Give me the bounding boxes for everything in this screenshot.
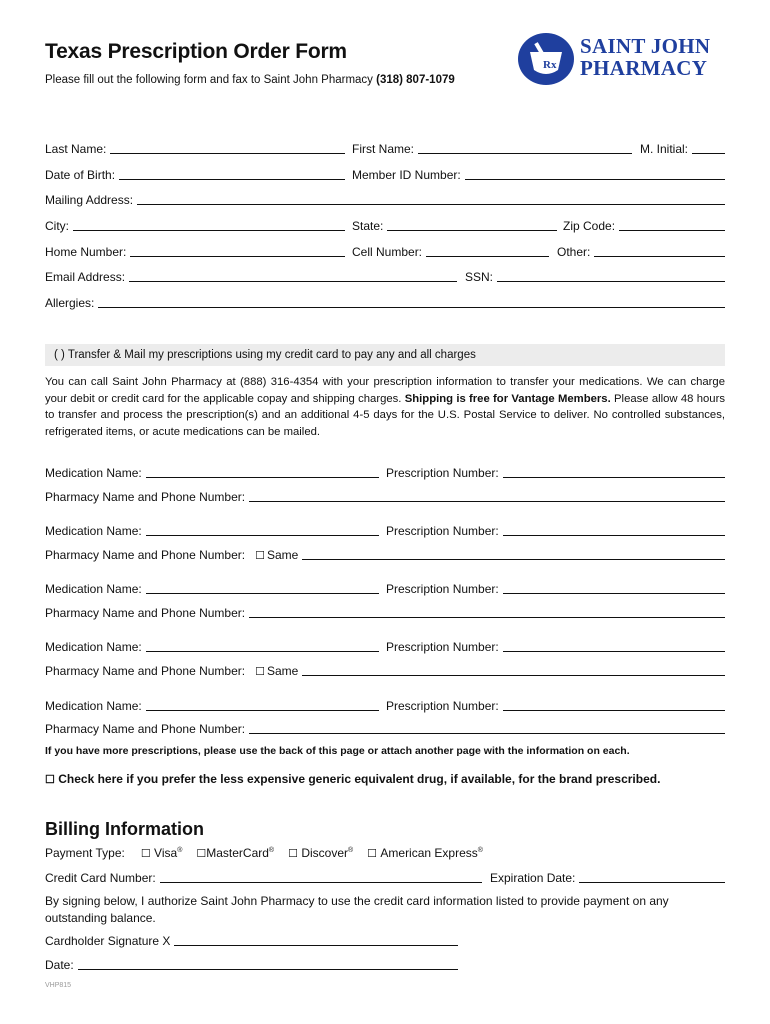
medication-name-label: Medication Name: [45,699,142,713]
pharmacy-name-phone-field[interactable] [45,488,725,504]
registered-mark: ® [477,847,483,854]
medication-name-label: Medication Name: [45,582,142,596]
zip-label: Zip Code: [563,219,616,233]
middle-initial-label: M. Initial: [640,142,689,156]
pharmacy-logo [516,30,736,90]
mailing-address-field[interactable] [45,191,725,207]
generic-preference-option[interactable] [45,772,660,786]
fax-number: (318) 807-1079 [376,74,455,86]
pharmacy-name-phone-field[interactable] [45,546,725,562]
generic-preference-label: Check here if you prefer the less expensive generic equivalent drug, if available, for the brand prescribed. [58,772,661,786]
more-prescriptions-note: If you have more prescriptions, please use the back of this page or attach another page with the information on each. [45,745,630,757]
registered-mark: ® [177,847,183,854]
prescription-number-line[interactable] [503,698,725,711]
allergies-field[interactable] [45,294,725,310]
prescription-number-field[interactable] [386,522,725,538]
credit-card-number-line[interactable] [160,870,482,883]
visa-option[interactable] [141,846,183,860]
signature-field[interactable] [45,932,458,948]
mailing-address-line[interactable] [137,192,725,205]
expiration-date-label: Expiration Date: [490,871,576,885]
middle-initial-line[interactable] [692,141,725,154]
state-label: State: [352,219,384,233]
amex-label: American Express [380,846,478,860]
mastercard-option[interactable] [196,846,274,860]
ssn-field[interactable] [465,268,725,284]
medication-name-field[interactable] [45,522,379,538]
date-label: Date: [45,958,74,972]
same-label: Same [266,664,299,678]
expiration-date-line[interactable] [579,870,725,883]
first-name-field[interactable] [352,140,632,156]
pharmacy-name-phone-line[interactable] [302,663,725,676]
email-line[interactable] [129,269,457,282]
medication-name-field[interactable] [45,580,379,596]
form-code: VHP815 [45,982,72,989]
medication-name-line[interactable] [146,639,379,652]
pharmacy-name-phone-label: Pharmacy Name and Phone Number: [45,548,246,562]
email-field[interactable] [45,268,457,284]
same-label: Same [266,548,299,562]
zip-field[interactable] [563,217,725,233]
form-instructions [45,74,455,86]
cell-number-field[interactable] [352,243,549,259]
payment-type-label: Payment Type: [45,846,125,860]
pharmacy-name-phone-line[interactable] [249,721,725,734]
registered-mark: ® [348,847,354,854]
first-name-label: First Name: [352,142,415,156]
pharmacy-name-phone-label: Pharmacy Name and Phone Number: [45,664,246,678]
dob-field[interactable] [45,166,345,182]
pharmacy-name-phone-label: Pharmacy Name and Phone Number: [45,722,246,736]
visa-checkbox[interactable]: ☐ [140,848,151,860]
mastercard-checkbox[interactable]: ☐ [196,848,207,860]
registered-mark: ® [268,847,275,854]
home-number-label: Home Number: [45,245,127,259]
medication-name-label: Medication Name: [45,466,142,480]
last-name-label: Last Name: [45,142,107,156]
state-line[interactable] [387,218,557,231]
pharmacy-name-phone-field[interactable] [45,662,725,678]
pharmacy-name-phone-line[interactable] [249,605,725,618]
other-number-line[interactable] [594,244,725,257]
other-number-field[interactable] [557,243,725,259]
medication-name-field[interactable] [45,464,379,480]
pharmacy-name-phone-line[interactable] [249,489,725,502]
medication-name-line[interactable] [146,698,379,711]
pharmacy-name-phone-label: Pharmacy Name and Phone Number: [45,490,246,504]
medication-name-line[interactable] [146,523,379,536]
amex-checkbox[interactable]: ☐ [367,848,378,860]
payment-type-row [45,846,483,860]
allergies-label: Allergies: [45,296,95,310]
generic-checkbox[interactable]: ☐ [45,774,55,786]
prescription-number-label: Prescription Number: [386,699,499,713]
prescription-number-line[interactable] [503,639,725,652]
mailing-address-label: Mailing Address: [45,193,134,207]
logo-line-1: SAINT JOHN [580,34,711,58]
last-name-line[interactable] [110,141,345,154]
logo-line-2: PHARMACY [580,56,708,80]
billing-heading: Billing Information [45,819,204,839]
zip-line[interactable] [619,218,725,231]
visa-label: Visa [154,846,178,860]
same-checkbox[interactable]: ☐ [255,666,265,678]
credit-card-number-label: Credit Card Number: [45,871,156,885]
authorization-statement: By signing below, I authorize Saint John Pharmacy to use the credit card information listed to provide payment on any outstanding balance. [45,894,669,925]
prescription-number-line[interactable] [503,523,725,536]
pharmacy-name-phone-label: Pharmacy Name and Phone Number: [45,606,246,620]
member-id-line[interactable] [465,167,725,180]
city-label: City: [45,219,69,233]
email-label: Email Address: [45,270,126,284]
pharmacy-name-phone-line[interactable] [302,547,725,560]
prescription-number-field[interactable] [386,697,725,713]
mortar-pestle-icon [516,30,580,88]
mastercard-label: MasterCard [206,846,269,860]
prescription-number-label: Prescription Number: [386,466,499,480]
prescription-number-line[interactable] [503,581,725,594]
logo-wordmark [580,35,710,79]
other-number-label: Other: [557,245,591,259]
credit-card-number-field[interactable] [45,869,482,885]
home-number-line[interactable] [130,244,345,257]
cell-number-line[interactable] [426,244,549,257]
form-title: Texas Prescription Order Form [45,40,347,63]
dob-label: Date of Birth: [45,168,116,182]
last-name-field[interactable] [45,140,345,156]
prescription-number-line[interactable] [503,465,725,478]
medication-name-label: Medication Name: [45,640,142,654]
city-line[interactable] [73,218,345,231]
svg-text:Rx: Rx [543,59,557,71]
city-field[interactable] [45,217,345,233]
home-number-field[interactable] [45,243,345,259]
expiration-date-field[interactable] [490,869,725,885]
instructions-text: Please fill out the following form and fax to Saint John Pharmacy [45,74,377,86]
medication-name-label: Medication Name: [45,524,142,538]
first-name-line[interactable] [418,141,632,154]
signature-line[interactable] [174,933,458,946]
same-checkbox[interactable]: ☐ [255,550,265,562]
date-field[interactable] [45,956,458,972]
prescription-number-field[interactable] [386,638,725,654]
member-id-field[interactable] [352,166,725,182]
pharmacy-name-phone-field[interactable] [45,604,725,620]
transfer-text-2: Please allow 48 hours to transfer and process the prescription(s) and an additional 4-5 days for the U.S. Postal Service to deliver. No controlled substances, refrigerated items, or acute medications can be mailed. [45,392,725,438]
transfer-text-1: You can call Saint John Pharmacy at (888) 316-4354 with your prescription information to transfer your medications. We can charge your debit or credit card for the applicable copay and shipping charges. [45,376,725,405]
medication-name-line[interactable] [146,465,379,478]
member-id-label: Member ID Number: [352,168,461,182]
prescription-number-label: Prescription Number: [386,640,499,654]
discover-label: Discover [301,846,348,860]
middle-initial-field[interactable] [640,140,725,156]
pharmacy-name-phone-field[interactable] [45,720,725,736]
prescription-number-label: Prescription Number: [386,582,499,596]
discover-checkbox[interactable]: ☐ [288,848,298,860]
date-line[interactable] [78,957,458,970]
signature-label: Cardholder Signature X [45,934,171,948]
medication-name-line[interactable] [146,581,379,594]
state-field[interactable] [352,217,557,233]
ssn-line[interactable] [497,269,725,282]
dob-line[interactable] [119,167,345,180]
discover-option[interactable] [288,846,353,860]
prescription-number-field[interactable] [386,464,725,480]
transfer-mail-option[interactable]: ( ) Transfer & Mail my prescriptions using my credit card to pay any and all charges [45,344,725,366]
transfer-instructions [45,374,725,440]
prescription-number-label: Prescription Number: [386,524,499,538]
amex-option[interactable] [367,846,483,860]
shipping-free-note: Shipping is free for Vantage Members. [404,392,611,405]
ssn-label: SSN: [465,270,494,284]
allergies-line[interactable] [98,295,725,308]
prescription-number-field[interactable] [386,580,725,596]
cell-number-label: Cell Number: [352,245,423,259]
medication-name-field[interactable] [45,697,379,713]
medication-name-field[interactable] [45,638,379,654]
